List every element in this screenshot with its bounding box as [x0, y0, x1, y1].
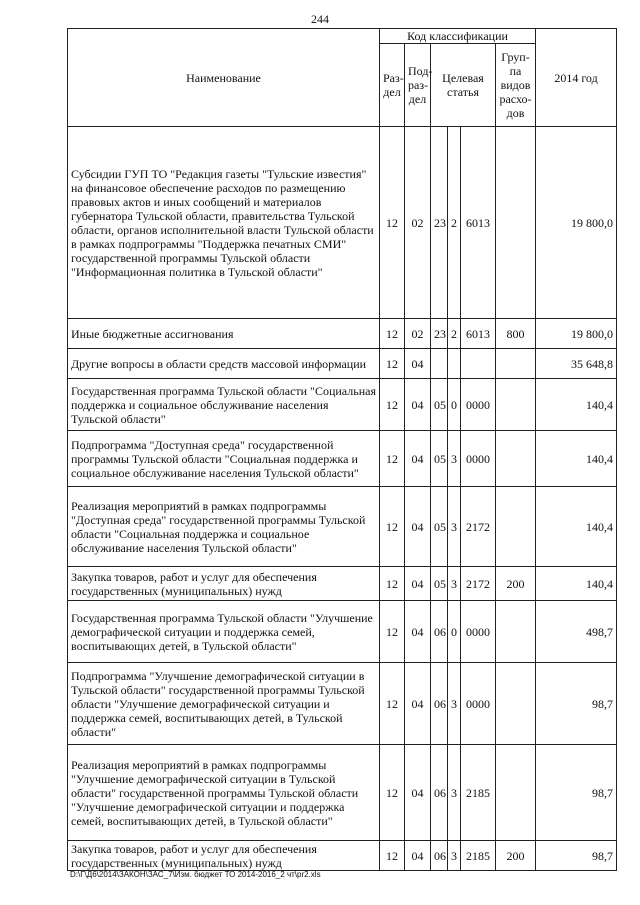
header-razdel: Раз-дел — [380, 44, 405, 127]
header-classification-code: Код классификации — [380, 29, 536, 44]
row-target-subprogram: 2 — [448, 319, 461, 349]
table-row — [68, 745, 617, 841]
table-row — [68, 379, 617, 431]
row-razdel: 12 — [380, 745, 405, 841]
table-row — [68, 349, 617, 379]
row-target-subprogram: 3 — [448, 663, 461, 745]
row-target-subprogram: 3 — [448, 567, 461, 601]
row-razdel: 12 — [380, 663, 405, 745]
row-expense-group — [496, 663, 536, 745]
row-target-direction: 2185 — [461, 745, 496, 841]
row-amount: 140,4 — [536, 431, 617, 487]
table-row — [68, 567, 617, 601]
row-expense-group — [496, 127, 536, 319]
row-amount: 98,7 — [536, 841, 617, 871]
row-expense-group: 200 — [496, 841, 536, 871]
row-target-direction — [461, 349, 496, 379]
row-podrazdel: 04 — [405, 841, 431, 871]
file-path-footer: D:\Г\Д6\2014\ЗАКОН\ЗАС_7\Изм. бюджет ТО 2014-2016_2 чт\pr2.xls — [70, 870, 321, 879]
row-amount: 140,4 — [536, 487, 617, 567]
row-amount: 140,4 — [536, 379, 617, 431]
row-target-program: 05 — [431, 379, 448, 431]
row-amount: 98,7 — [536, 745, 617, 841]
row-target-program: 23 — [431, 127, 448, 319]
row-razdel: 12 — [380, 319, 405, 349]
row-target-subprogram: 3 — [448, 431, 461, 487]
row-name: Реализация мероприятий в рамках подпрограммы "Доступная среда" государственной программы Тульской области "Социальная поддержка и социальное обслуживание населения Тульской области" — [68, 487, 380, 567]
row-expense-group — [496, 487, 536, 567]
row-name: Государственная программа Тульской области "Улучшение демографической ситуации и поддержка семей, воспитывающих детей, в Тульской области" — [68, 601, 380, 663]
row-expense-group — [496, 349, 536, 379]
row-razdel: 12 — [380, 127, 405, 319]
row-name: Подпрограмма "Улучшение демографической ситуации в Тульской области" государственной программы Тульской области "Улучшение демографической ситуации и поддержка семей, воспитывающих детей, в Тульской области" — [68, 663, 380, 745]
row-amount: 35 648,8 — [536, 349, 617, 379]
row-podrazdel: 02 — [405, 319, 431, 349]
row-target-program: 05 — [431, 431, 448, 487]
row-target-program: 06 — [431, 601, 448, 663]
row-target-subprogram: 0 — [448, 601, 461, 663]
row-podrazdel: 04 — [405, 663, 431, 745]
row-target-direction: 0000 — [461, 431, 496, 487]
row-name: Подпрограмма "Доступная среда" государственной программы Тульской области "Социальная поддержка и социальное обслуживание населения Тульской области" — [68, 431, 380, 487]
row-name: Закупка товаров, работ и услуг для обеспечения государственных (муниципальных) нужд — [68, 841, 380, 871]
row-target-direction: 0000 — [461, 601, 496, 663]
row-target-program: 06 — [431, 745, 448, 841]
row-razdel: 12 — [380, 567, 405, 601]
row-target-subprogram: 3 — [448, 745, 461, 841]
row-amount: 140,4 — [536, 567, 617, 601]
row-razdel: 12 — [380, 379, 405, 431]
table-body — [68, 127, 617, 871]
row-amount: 498,7 — [536, 601, 617, 663]
row-razdel: 12 — [380, 431, 405, 487]
row-target-program: 05 — [431, 487, 448, 567]
row-expense-group — [496, 745, 536, 841]
table-row — [68, 663, 617, 745]
row-expense-group — [496, 601, 536, 663]
header-target-article: Целевая статья — [431, 44, 496, 127]
row-razdel: 12 — [380, 601, 405, 663]
table-row — [68, 487, 617, 567]
table-row — [68, 127, 617, 319]
row-expense-group: 200 — [496, 567, 536, 601]
row-target-program: 23 — [431, 319, 448, 349]
row-target-program: 06 — [431, 841, 448, 871]
row-name: Иные бюджетные ассигнования — [68, 319, 380, 349]
row-expense-group — [496, 431, 536, 487]
row-target-program: 05 — [431, 567, 448, 601]
row-amount: 98,7 — [536, 663, 617, 745]
row-target-program: 06 — [431, 663, 448, 745]
table-row — [68, 319, 617, 349]
table-row — [68, 601, 617, 663]
row-podrazdel: 04 — [405, 379, 431, 431]
budget-table — [67, 28, 617, 871]
row-target-program — [431, 349, 448, 379]
page-number: 244 — [311, 12, 329, 26]
row-name: Другие вопросы в области средств массовой информации — [68, 349, 380, 379]
row-target-subprogram: 3 — [448, 841, 461, 871]
row-podrazdel: 04 — [405, 745, 431, 841]
row-podrazdel: 04 — [405, 487, 431, 567]
header-expense-group: Груп-па видов расхо-дов — [496, 44, 536, 127]
row-name: Реализация мероприятий в рамках подпрограммы "Улучшение демографической ситуации в Тульской области" государственной программы Тульской области "Улучшение демографической ситуации и поддержка семей, воспитывающих детей, в Тульской области" — [68, 745, 380, 841]
row-razdel: 12 — [380, 349, 405, 379]
row-name: Государственная программа Тульской области "Социальная поддержка и социальное обслуживание населения Тульской области" — [68, 379, 380, 431]
row-target-direction: 2185 — [461, 841, 496, 871]
row-target-direction: 0000 — [461, 379, 496, 431]
header-podrazdel: Под-раз-дел — [405, 44, 431, 127]
row-target-direction: 6013 — [461, 127, 496, 319]
row-target-subprogram: 2 — [448, 127, 461, 319]
row-podrazdel: 04 — [405, 601, 431, 663]
row-name: Закупка товаров, работ и услуг для обеспечения государственных (муниципальных) нужд — [68, 567, 380, 601]
row-podrazdel: 04 — [405, 349, 431, 379]
table-row — [68, 841, 617, 871]
row-target-direction: 2172 — [461, 567, 496, 601]
row-amount: 19 800,0 — [536, 319, 617, 349]
row-target-subprogram — [448, 349, 461, 379]
row-podrazdel: 04 — [405, 567, 431, 601]
row-podrazdel: 02 — [405, 127, 431, 319]
row-target-direction: 2172 — [461, 487, 496, 567]
header-name: Наименование — [68, 29, 380, 127]
row-name: Субсидии ГУП ТО "Редакция газеты "Тульские известия" на финансовое обеспечение расходов по размещению правовых актов и иных сообщений и материалов губернатора Тульской области, правительства Тульской области, органов исполнительной власти Тульской области в рамках подпрограммы "Поддержка печатных СМИ" государственной программы Тульской области "Информационная политика в Тульской области" — [68, 127, 380, 319]
header-year: 2014 год — [536, 29, 617, 127]
row-target-direction: 6013 — [461, 319, 496, 349]
row-target-subprogram: 0 — [448, 379, 461, 431]
row-razdel: 12 — [380, 841, 405, 871]
table-row — [68, 431, 617, 487]
row-razdel: 12 — [380, 487, 405, 567]
row-target-subprogram: 3 — [448, 487, 461, 567]
row-amount: 19 800,0 — [536, 127, 617, 319]
row-expense-group — [496, 379, 536, 431]
row-podrazdel: 04 — [405, 431, 431, 487]
row-target-direction: 0000 — [461, 663, 496, 745]
row-expense-group: 800 — [496, 319, 536, 349]
